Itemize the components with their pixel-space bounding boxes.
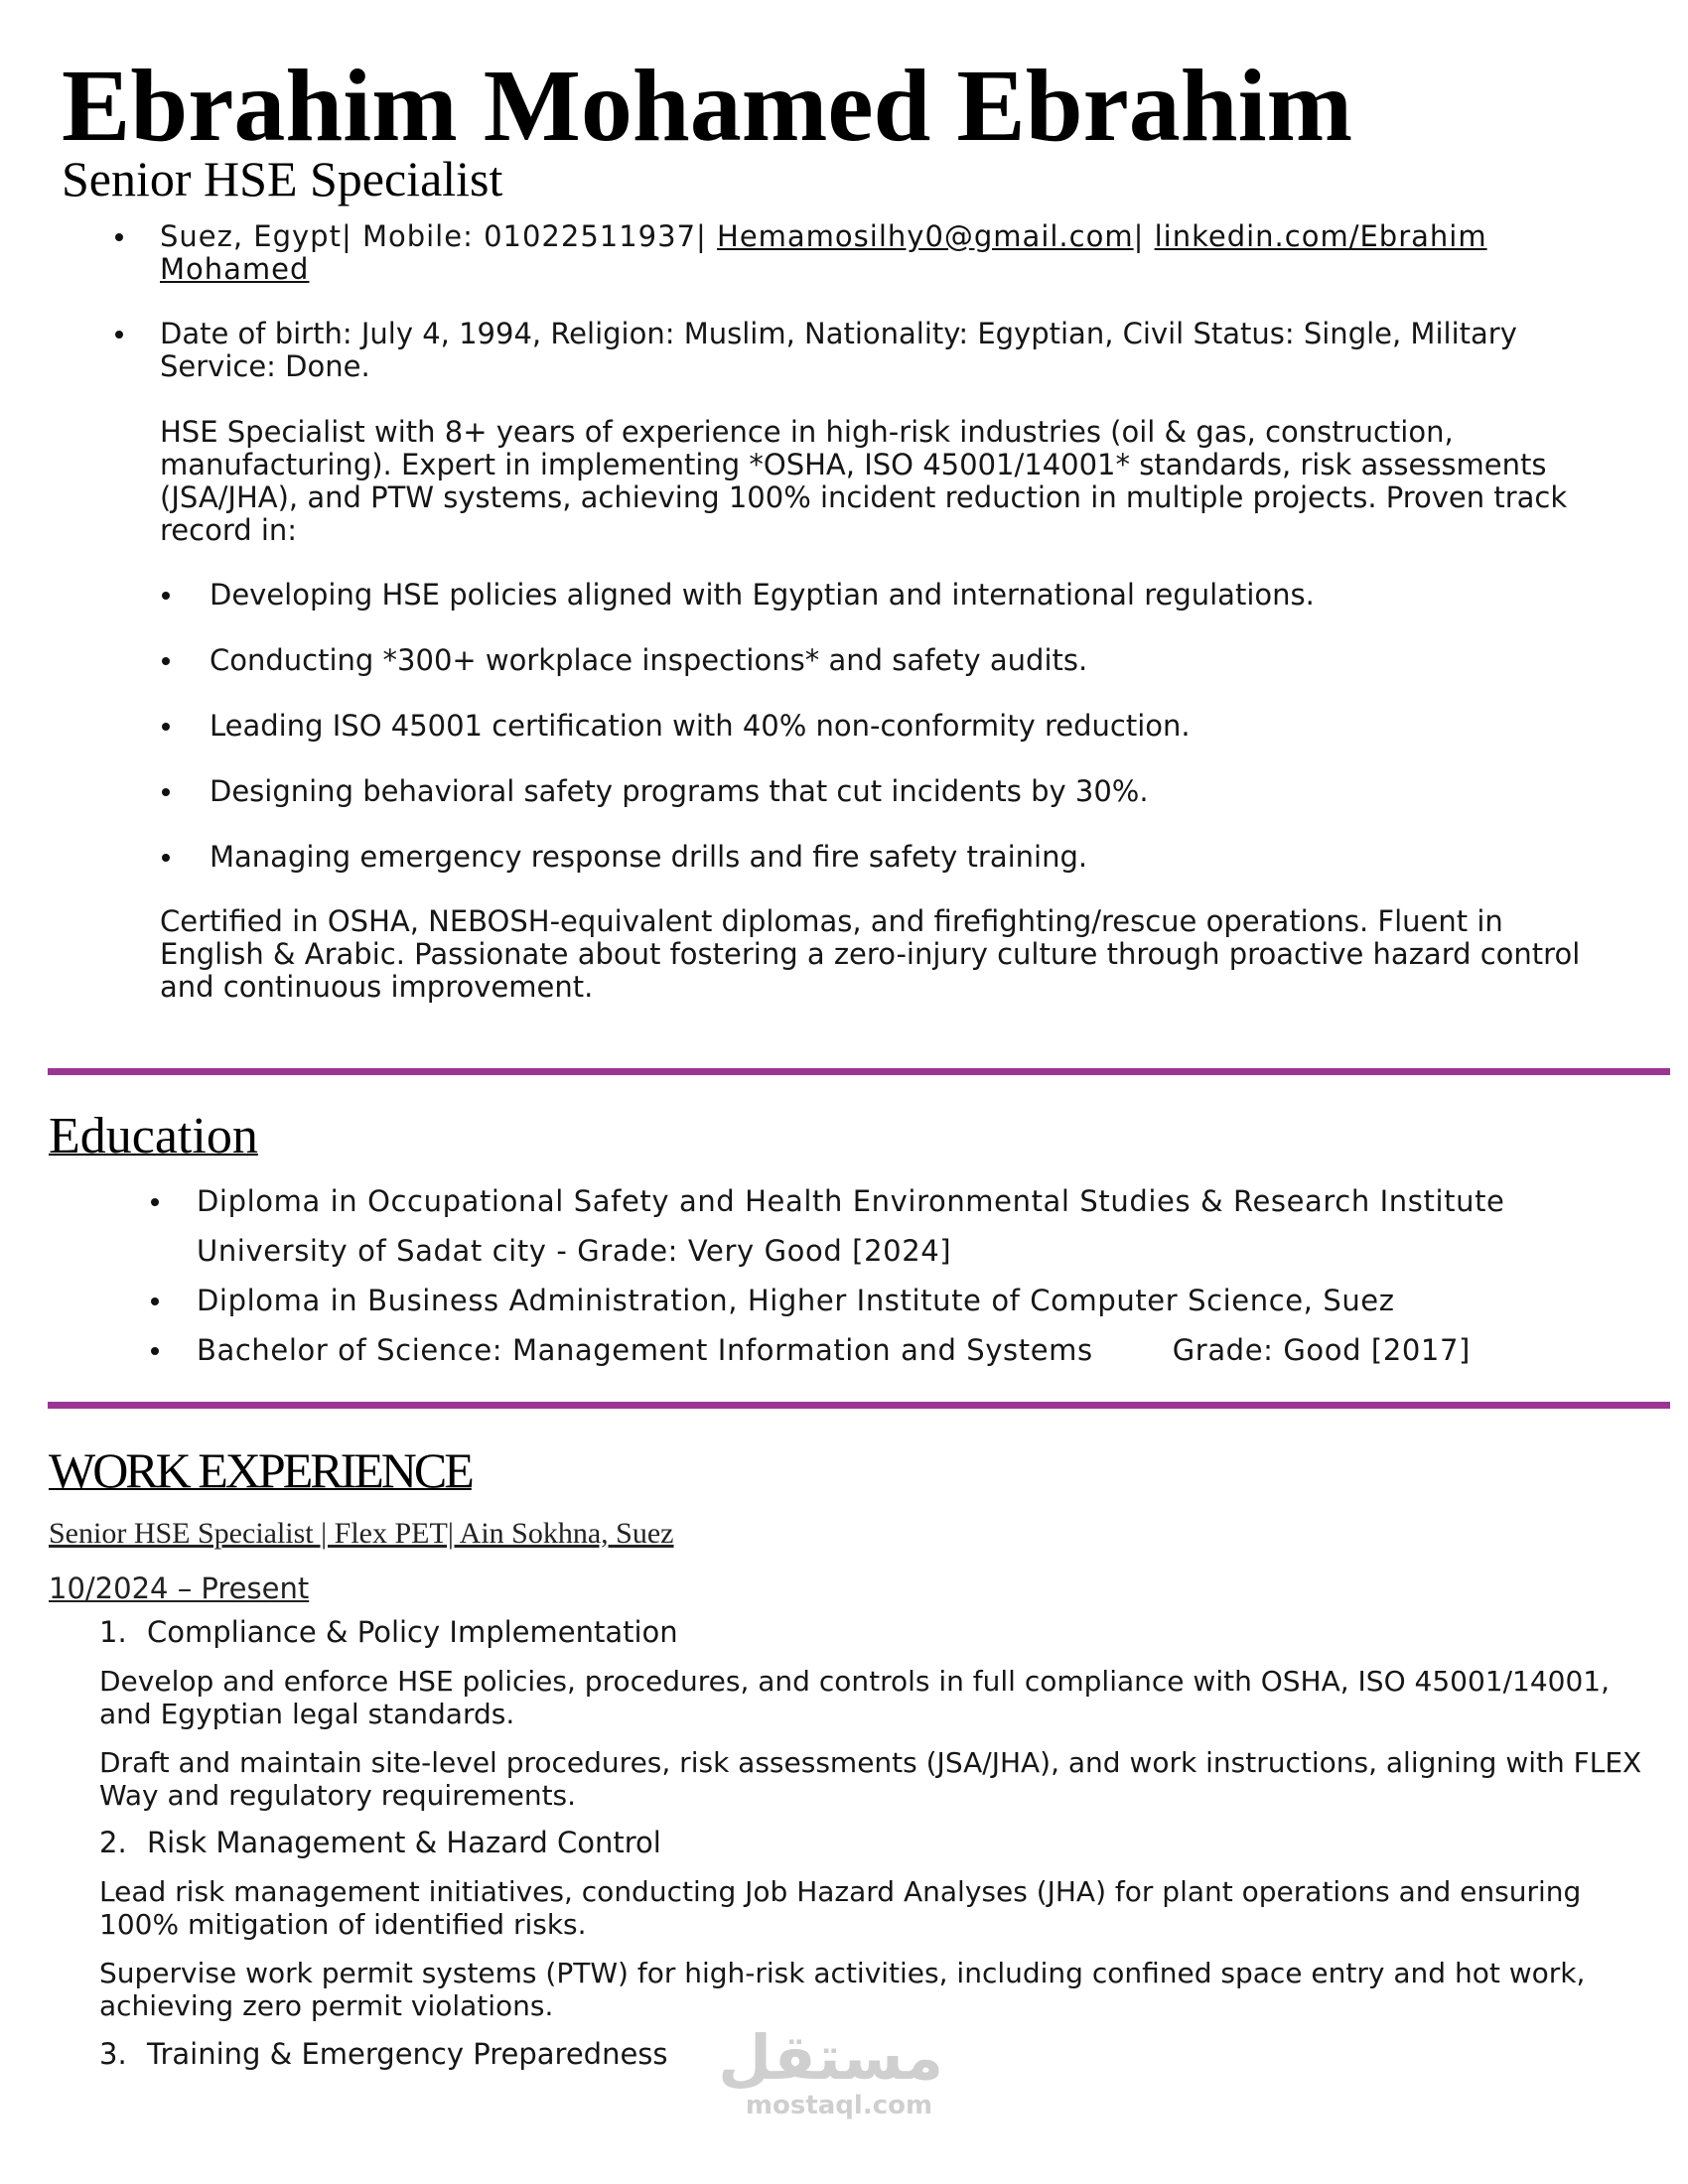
education-item <box>149 1276 1638 1325</box>
contact-info <box>160 220 1600 286</box>
summary-highlights <box>159 579 1599 906</box>
duty-section-title: Risk Management & Hazard Control <box>147 1826 661 1859</box>
watermark-logo: مستقل <box>718 2021 943 2094</box>
personal-details: Date of birth: July 4, 1994, Religion: Muslim, Nationality: Egyptian, Civil Status: Single, Military Service: Done. <box>160 318 1619 383</box>
linkedin-link[interactable]: linkedin.com/Ebrahim Mohamed <box>160 219 1487 286</box>
education-list <box>149 1176 1638 1375</box>
highlight-item: Leading ISO 45001 certification with 40% non-conformity reduction. <box>159 710 1599 775</box>
duty-section-heading <box>99 1616 678 1649</box>
job-position: Senior HSE Specialist | Flex PET| Ain Sokhna, Suez <box>49 1517 674 1550</box>
duty-item: Draft and maintain site-level procedures, risk assessments (JSA/JHA), and work instructions, aligning with FLEX Way and regulatory requirements. <box>99 1746 1642 1812</box>
section-divider <box>48 1068 1670 1075</box>
section-divider <box>48 1402 1670 1409</box>
education-item <box>149 1176 1638 1276</box>
education-detail: University of Sadat city - Grade: Very Good [2024] <box>197 1234 952 1268</box>
duty-section-title: Training & Emergency Preparedness <box>147 2037 668 2071</box>
education-degree: Diploma in Business Administration, Higher Institute of Computer Science, Suez <box>197 1284 1395 1317</box>
highlight-item: Designing behavioral safety programs that cut incidents by 30%. <box>159 775 1599 841</box>
email-link[interactable]: Hemamosilhy0@gmail.com <box>717 219 1134 253</box>
summary-closing: Certified in OSHA, NEBOSH-equivalent diplomas, and firefighting/rescue operations. Fluent in English & Arabic. Passionate about fostering a zero-injury culture through proactive hazard control and continuous improvement. <box>160 904 1581 1004</box>
duty-item: Supervise work permit systems (PTW) for high-risk activities, including confined space entry and hot work, achieving zero permit violations. <box>99 1957 1586 2022</box>
job-dates: 10/2024 – Present <box>49 1571 310 1605</box>
education-heading: Education <box>49 1108 258 1164</box>
duty-item: Develop and enforce HSE policies, procedures, and controls in full compliance with OSHA, ISO 45001/14001, and Egyptian legal standards. <box>99 1665 1610 1730</box>
education-grade: Grade: Good [2017] <box>1172 1333 1471 1367</box>
education-degree: Diploma in Occupational Safety and Health Environmental Studies & Research Institute <box>197 1184 1505 1218</box>
work-experience-heading: WORK EXPERIENCE <box>49 1442 472 1498</box>
duty-section-title: Compliance & Policy Implementation <box>147 1615 678 1649</box>
contact-location-mobile: Suez, Egypt| Mobile: 01022511937| <box>160 219 718 253</box>
highlight-item: Managing emergency response drills and fire safety training. <box>159 841 1599 906</box>
education-item <box>149 1325 1638 1375</box>
duty-item: Lead risk management initiatives, conducting Job Hazard Analyses (JHA) for plant operations and ensuring 100% mitigation of identified risks. <box>99 1875 1582 1941</box>
contact-separator: | <box>1133 219 1155 253</box>
education-degree: Bachelor of Science: Management Information and Systems <box>197 1333 1093 1367</box>
mostaql-watermark <box>718 2021 943 2120</box>
duty-section-number: 3. <box>99 2037 127 2071</box>
highlight-item: Developing HSE policies aligned with Egyptian and international regulations. <box>159 579 1599 644</box>
duty-section-number: 1. <box>99 1615 127 1649</box>
duty-section-heading <box>99 2038 668 2071</box>
watermark-site: mostaql.com <box>745 2091 933 2120</box>
summary-intro: HSE Specialist with 8+ years of experience in high-risk industries (oil & gas, construction, manufacturing). Expert in implementing *OSHA, ISO 45001/14001* standards, risk assessments (JSA/JHA), and PTW systems, achieving 100% incident reduction in multiple projects. Proven track record in: <box>160 415 1568 547</box>
highlight-item: Conducting *300+ workplace inspections* and safety audits. <box>159 644 1599 710</box>
candidate-name: Ebrahim Mohamed Ebrahim <box>62 49 1353 163</box>
job-role-title: Senior HSE Specialist <box>62 151 503 206</box>
duty-section-number: 2. <box>99 1826 127 1859</box>
duty-section-heading <box>99 1827 661 1859</box>
